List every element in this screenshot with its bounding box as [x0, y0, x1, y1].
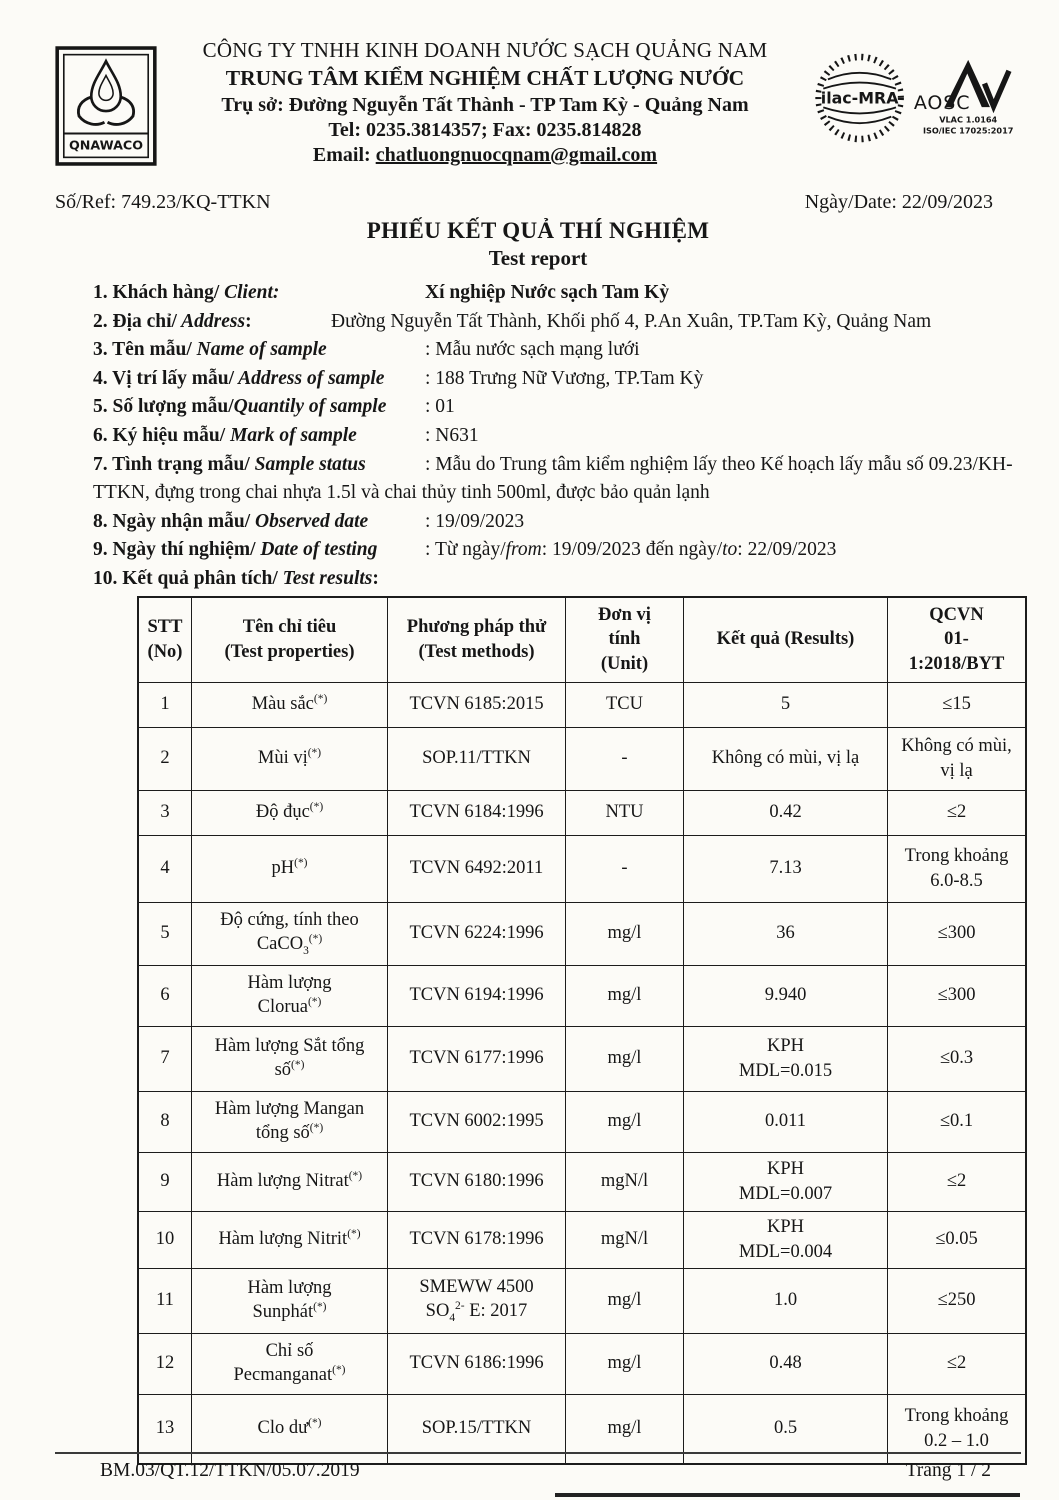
table-header-cell: QCVN 01- 1:2018/BYT — [887, 598, 1025, 682]
table-row — [139, 1152, 1025, 1211]
table-cell: mg/l — [565, 1027, 683, 1091]
ref-number: Số/Ref: 749.23/KQ-TTKN — [55, 191, 271, 213]
report-item — [93, 365, 1021, 394]
company-email-line — [161, 144, 809, 167]
svg-text:VLAC 1.0164: VLAC 1.0164 — [939, 114, 998, 125]
table-cell: 36 — [683, 903, 887, 965]
table-row — [139, 1091, 1025, 1152]
table-cell: Trong khoảng 0.2 – 1.0 — [887, 1395, 1025, 1463]
table-cell: TCVN 6002:1995 — [387, 1092, 565, 1152]
item-label: 4. Vị trí lấy mẫu/ Address of sample — [93, 367, 385, 389]
table-cell: ≤2 — [887, 1153, 1025, 1211]
table-cell: 13 — [155, 1418, 175, 1439]
item-value: : Từ ngày/from: 19/09/2023 đến ngày/to: 22/09/2023 — [425, 539, 837, 561]
email-label: Email: — [312, 144, 376, 166]
table-cell: 5 — [160, 923, 170, 944]
email-link[interactable]: chatluongnuocqnam@gmail.com — [375, 144, 658, 166]
item-value: Đường Nguyễn Tất Thành, Khối phố 4, P.An Xuân, TP.Tam Kỳ, Quảng Nam — [331, 310, 932, 332]
company-address: Trụ sở: Đường Nguyễn Tất Thành - TP Tam Kỳ - Quảng Nam — [221, 94, 749, 116]
table-cell: Không có mùi, vị lạ — [683, 728, 887, 790]
table-cell: ≤250 — [887, 1269, 1025, 1333]
table-cell: 0.011 — [683, 1092, 887, 1152]
table-cell: TCVN 6194:1996 — [387, 966, 565, 1026]
table-row — [139, 965, 1025, 1026]
table-cell: Hàm lượng Nitrit(*) — [191, 1212, 387, 1268]
table-cell: 11 — [156, 1290, 174, 1311]
table-cell: ≤0.3 — [887, 1027, 1025, 1091]
svg-text:ISO/IEC 17025:2017: ISO/IEC 17025:2017 — [923, 125, 1014, 136]
form-code: BM.03/QT.12/TTKN/05.07.2019 — [100, 1460, 360, 1481]
table-cell: Chỉ số Pecmanganat(*) — [191, 1334, 387, 1394]
table-cell: - — [565, 728, 683, 790]
report-item — [93, 308, 1021, 337]
report-item — [93, 393, 1021, 422]
footer-divider — [55, 1452, 1021, 1454]
report-item — [93, 422, 1021, 451]
table-cell: Độ đục(*) — [191, 791, 387, 835]
table-cell: 7 — [160, 1048, 170, 1069]
table-cell: KPH MDL=0.015 — [683, 1027, 887, 1091]
item-label: 1. Khách hàng/ Client: — [93, 282, 280, 303]
table-cell: NTU — [565, 791, 683, 835]
report-item — [93, 565, 1021, 594]
table-cell: TCVN 6177:1996 — [387, 1027, 565, 1091]
item-value: : Mẫu nước sạch mạng lưới — [425, 339, 640, 361]
item-value: : N631 — [425, 424, 479, 446]
company-telfax: Tel: 0235.3814357; Fax: 0235.814828 — [328, 119, 642, 141]
report-item — [93, 451, 1021, 508]
report-item — [93, 536, 1021, 565]
svg-text:AOSC: AOSC — [914, 91, 971, 114]
item-label: 9. Ngày thí nghiệm/ Date of testing — [93, 539, 378, 561]
table-cell: Không có mùi, vị lạ — [887, 728, 1025, 790]
table-cell: 10 — [155, 1229, 175, 1250]
table-cell: 3 — [160, 802, 170, 823]
ilac-mra-icon — [813, 48, 906, 148]
table-cell: TCVN 6184:1996 — [387, 791, 565, 835]
table-header-cell: Đơn vị tính (Unit) — [565, 598, 683, 682]
table-cell: Hàm lượng Sắt tổng số(*) — [191, 1027, 387, 1091]
table-cell: mgN/l — [565, 1153, 683, 1211]
table-cell: Độ cứng, tính theo CaCO$_3$(*) — [191, 903, 387, 965]
table-cell: TCVN 6224:1996 — [387, 903, 565, 965]
company-name: CÔNG TY TNHH KINH DOANH NƯỚC SẠCH QUẢNG NAM — [202, 38, 768, 62]
page-title: PHIẾU KẾT QUẢ THÍ NGHIỆM — [366, 218, 710, 243]
table-cell: SOP.11/TTKN — [387, 728, 565, 790]
table-cell: KPH MDL=0.007 — [683, 1153, 887, 1211]
table-cell: ≤2 — [887, 791, 1025, 835]
table-cell: pH(*) — [191, 836, 387, 902]
table-cell: mg/l — [565, 1092, 683, 1152]
page-subtitle: Test report — [488, 246, 588, 270]
table-cell: - — [565, 836, 683, 902]
item-label: 5. Số lượng mẫu/Quantily of sample — [93, 396, 387, 418]
page-number: Trang 1 / 2 — [905, 1460, 991, 1481]
table-cell: 9.940 — [683, 966, 887, 1026]
aosc-icon — [912, 48, 1021, 148]
table-cell: mg/l — [565, 903, 683, 965]
table-cell: 7.13 — [683, 836, 887, 902]
item-value: : 19/09/2023 — [425, 510, 525, 532]
table-cell: TCVN 6178:1996 — [387, 1212, 565, 1268]
item-value: Xí nghiệp Nước sạch Tam Kỳ — [425, 282, 670, 303]
table-cell: mg/l — [565, 966, 683, 1026]
results-table — [137, 596, 1027, 1465]
table-header-cell: Tên chỉ tiêu (Test properties) — [191, 598, 387, 682]
item-value: : 01 — [425, 396, 455, 418]
qnawaco-logo-icon — [55, 46, 157, 166]
meta-row — [55, 191, 1021, 214]
table-row — [139, 902, 1025, 965]
table-cell: mgN/l — [565, 1212, 683, 1268]
company-header-block — [157, 38, 813, 167]
table-cell: TCVN 6186:1996 — [387, 1334, 565, 1394]
item-label: 10. Kết quả phân tích/ Test results: — [93, 567, 379, 589]
table-cell: TCVN 6180:1996 — [387, 1153, 565, 1211]
center-name: TRUNG TÂM KIỂM NGHIỆM CHẤT LƯỢNG NƯỚC — [225, 66, 745, 90]
table-cell: TCU — [565, 683, 683, 727]
scan-artifact-line — [555, 1493, 1020, 1497]
items-list — [93, 279, 1021, 594]
table-row — [139, 790, 1025, 835]
svg-text:QNAWACO: QNAWACO — [68, 137, 144, 153]
report-item — [93, 336, 1021, 365]
table-cell: SOP.15/TTKN — [387, 1395, 565, 1463]
item-label: 7. Tình trạng mẫu/ Sample status — [93, 453, 366, 475]
table-cell: ≤2 — [887, 1334, 1025, 1394]
table-cell: 4 — [160, 858, 170, 879]
table-cell: 9 — [160, 1171, 170, 1192]
table-cell: Hàm lượng Nitrat(*) — [191, 1153, 387, 1211]
table-cell: Clo dư(*) — [191, 1395, 387, 1463]
table-row — [139, 1268, 1025, 1333]
table-row — [139, 1333, 1025, 1394]
table-cell: ≤0.05 — [887, 1212, 1025, 1268]
table-cell: ≤0.1 — [887, 1092, 1025, 1152]
table-row — [139, 835, 1025, 902]
table-cell: KPH MDL=0.004 — [683, 1212, 887, 1268]
table-cell: Hàm lượng Mangan tổng số(*) — [191, 1092, 387, 1152]
item-label: 6. Ký hiệu mẫu/ Mark of sample — [93, 424, 357, 446]
table-row — [139, 1026, 1025, 1091]
table-cell: Trong khoảng 6.0-8.5 — [887, 836, 1025, 902]
table-cell: ≤300 — [887, 966, 1025, 1026]
table-cell: SMEWW 4500 $SO_4^{2-}$ E: 2017 — [387, 1269, 565, 1333]
item-value: : 188 Trưng Nữ Vương, TP.Tam Kỳ — [425, 367, 704, 389]
table-header-row — [139, 598, 1025, 682]
table-cell: mg/l — [565, 1269, 683, 1333]
table-cell: 1 — [160, 694, 170, 715]
table-header-cell: Phương pháp thử (Test methods) — [387, 598, 565, 682]
table-cell: ≤300 — [887, 903, 1025, 965]
table-cell: Hàm lượng Sunphát(*) — [191, 1269, 387, 1333]
table-row — [139, 727, 1025, 790]
item-label: 2. Địa chỉ/ Address: — [93, 310, 252, 332]
table-cell: 8 — [160, 1111, 170, 1132]
table-cell: 6 — [160, 985, 170, 1006]
report-date: Ngày/Date: 22/09/2023 — [804, 191, 993, 213]
table-cell: Mùi vị(*) — [191, 728, 387, 790]
table-row — [139, 682, 1025, 727]
footer — [100, 1460, 991, 1482]
table-cell: 0.48 — [683, 1334, 887, 1394]
certification-logos — [813, 48, 1021, 148]
report-item — [93, 508, 1021, 537]
table-cell: Hàm lượng Clorua(*) — [191, 966, 387, 1026]
table-header-cell: STT (No) — [147, 617, 183, 662]
table-cell: 1.0 — [683, 1269, 887, 1333]
table-cell: mg/l — [565, 1395, 683, 1463]
table-cell: TCVN 6492:2011 — [387, 836, 565, 902]
svg-text:ilac-MRA: ilac-MRA — [820, 88, 899, 108]
document-header — [55, 38, 1021, 171]
table-cell: 5 — [683, 683, 887, 727]
table-cell: Màu sắc(*) — [191, 683, 387, 727]
table-cell: 0.5 — [683, 1395, 887, 1463]
item-value: : Mẫu do Trung tâm kiểm nghiệm lấy theo Kế hoạch lấy mẫu số 09.23/KH-TTKN, đựng trong chai nhựa 1.5l và chai thủy tinh 500ml, được bảo quản lạnh — [93, 453, 1013, 504]
table-header-cell: Kết quả (Results) — [683, 598, 887, 682]
qnawaco-logo — [55, 46, 157, 171]
item-label: 3. Tên mẫu/ Name of sample — [93, 339, 327, 361]
table-cell: ≤15 — [887, 683, 1025, 727]
table-cell: mg/l — [565, 1334, 683, 1394]
table-cell: 0.42 — [683, 791, 887, 835]
table-cell: 2 — [160, 748, 170, 769]
item-label: 8. Ngày nhận mẫu/ Observed date — [93, 510, 369, 532]
table-cell: TCVN 6185:2015 — [387, 683, 565, 727]
table-cell: 12 — [155, 1353, 175, 1374]
table-row — [139, 1211, 1025, 1268]
report-item — [93, 279, 1021, 308]
